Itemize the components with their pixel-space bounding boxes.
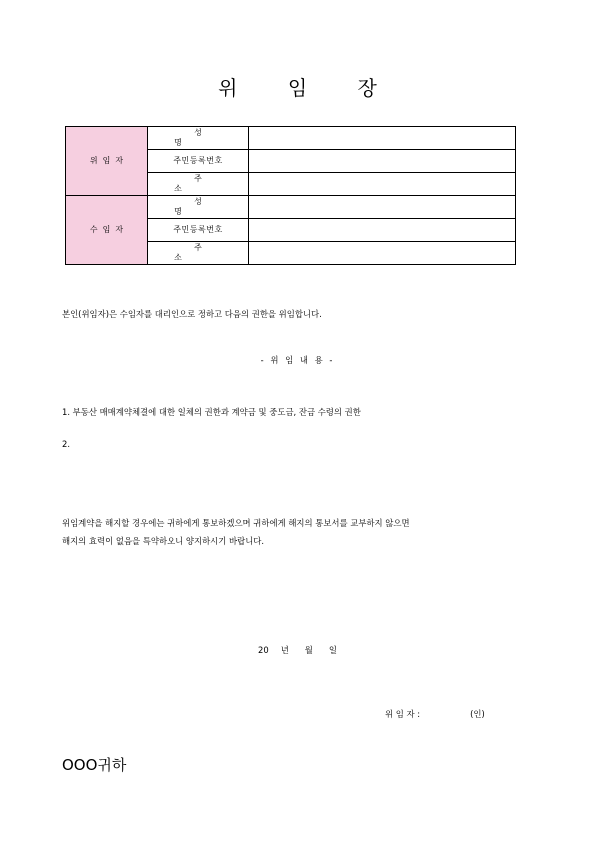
delegator-id-value[interactable] <box>249 150 516 173</box>
delegate-name-value[interactable] <box>249 196 516 219</box>
signature-label: 위 임 자 : <box>385 709 421 719</box>
notice-line-1: 위임계약을 해지할 경우에는 귀하에게 통보하겠으며 귀하에게 해지의 통보서를 교부하지 않으면 <box>62 518 410 528</box>
delegator-name-value[interactable] <box>249 127 516 150</box>
signature-line <box>385 708 485 720</box>
delegator-name-label: 성명 <box>148 127 249 150</box>
delegator-address-value[interactable] <box>249 173 516 196</box>
delegator-id-label: 주민등록번호 <box>148 150 249 173</box>
date-prefix: 20 <box>258 645 269 655</box>
delegate-id-label: 주민등록번호 <box>148 219 249 242</box>
date-line <box>0 644 595 656</box>
document-title: 위 임 장 <box>218 76 399 100</box>
item-1: 1. 부동산 매매계약체결에 대한 일체의 권한과 계약금 및 중도금, 잔금 수령의 권한 <box>62 407 361 417</box>
date-month: 월 <box>304 645 313 655</box>
delegate-role-cell: 수임자 <box>66 196 148 265</box>
seal-mark: (인) <box>470 709 485 719</box>
delegator-address-label: 주소 <box>148 173 249 196</box>
table-row <box>66 196 516 219</box>
party-info-table <box>65 126 516 265</box>
item-2: 2. <box>62 439 70 449</box>
content-heading: - 위 임 내 용 - <box>260 355 335 365</box>
date-year: 년 <box>280 645 289 655</box>
delegate-address-value[interactable] <box>249 242 516 265</box>
delegator-role-cell: 위임자 <box>66 127 148 196</box>
recipient: OOO귀하 <box>62 756 127 774</box>
intro-text: 본인(위임자)은 수임자를 대리인으로 정하고 다음의 권한을 위임합니다. <box>62 309 322 319</box>
notice-line-2: 해지의 효력이 없음을 특약하오니 양지하시기 바랍니다. <box>62 536 265 546</box>
date-day: 일 <box>328 645 337 655</box>
delegate-address-label: 주소 <box>148 242 249 265</box>
delegate-name-label: 성명 <box>148 196 249 219</box>
table-row <box>66 127 516 150</box>
delegate-id-value[interactable] <box>249 219 516 242</box>
